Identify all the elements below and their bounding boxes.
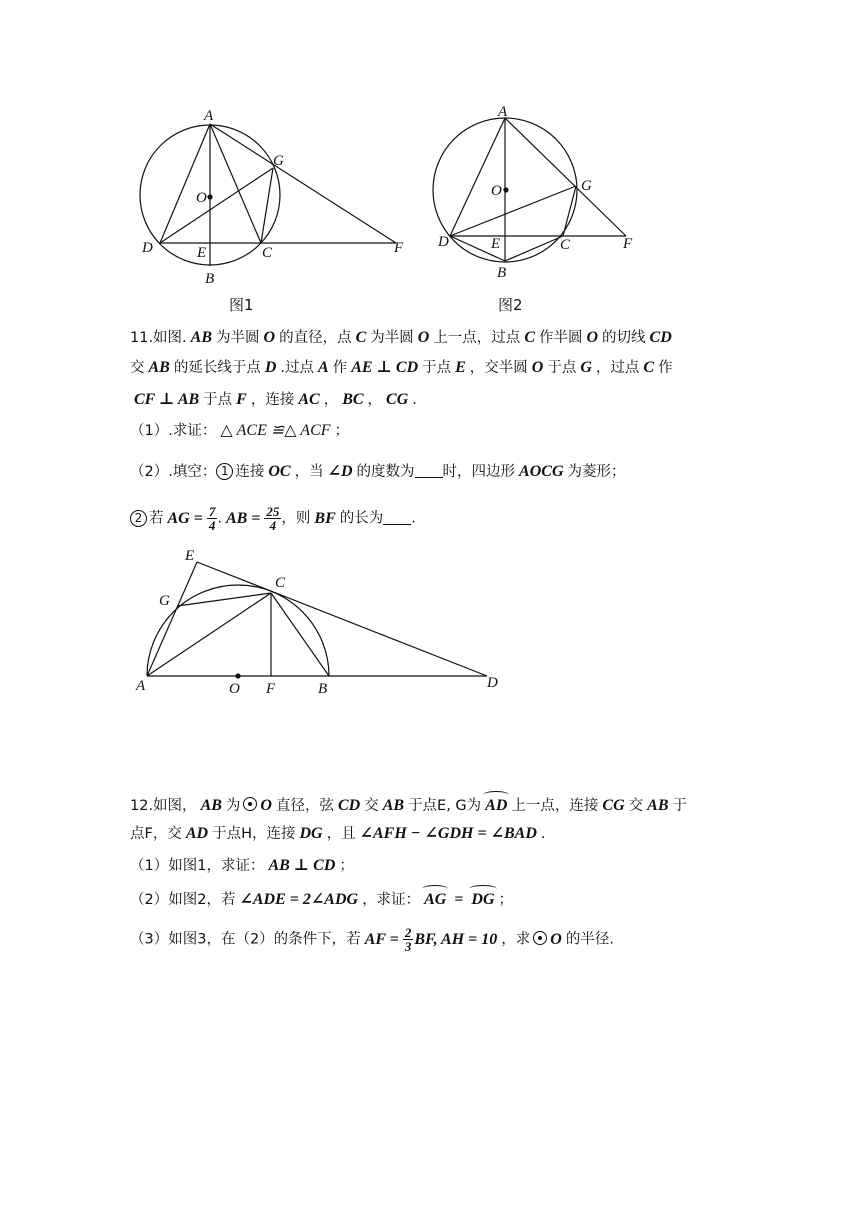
- circle-symbol-icon: [243, 797, 257, 811]
- arc-ag: AG: [420, 887, 450, 909]
- label-o: O: [491, 183, 502, 199]
- arc-dg: DG: [467, 887, 498, 909]
- figure-1-caption: 图1: [229, 296, 254, 314]
- figure-2: [430, 100, 650, 285]
- figure-1: [130, 105, 420, 295]
- label-c: C: [560, 237, 571, 253]
- label-c: C: [275, 575, 286, 591]
- fraction: $\frac{25}{4}$: [266, 504, 280, 533]
- label-d: D: [438, 234, 449, 250]
- answer-blank: [383, 510, 411, 525]
- label-f: F: [266, 681, 276, 697]
- label-b: B: [205, 271, 215, 287]
- circle-symbol-icon: [533, 931, 547, 945]
- q12-line-2: 点F，交 AD 于点H，连接 DG ，且 ∠AFH − ∠GDH = ∠BAD .: [130, 825, 546, 842]
- q12-part-2: （2）如图2，若 ∠ADE = 2∠ADG ，求证： AG = DG ；: [130, 887, 513, 909]
- q11-part-2: （2）.填空： 1 连接 OC ，当 ∠D 的度数为 时，四边形 AOCG 为菱形；: [130, 463, 626, 480]
- label-e: E: [185, 548, 195, 564]
- q12-part-1: （1）如图1，求证： AB ⊥ CD ；: [130, 857, 354, 874]
- semicircle-o: [147, 585, 329, 676]
- label-c: C: [262, 245, 273, 261]
- q11-line-1: 11.如图. AB 为半圆 O 的直径，点 C 为半圆 O 上一点，过点 C 作半圆 O 的切线 CD: [130, 329, 672, 346]
- label-g: G: [581, 178, 592, 194]
- label-e: E: [197, 245, 207, 261]
- figure-3: [125, 540, 515, 700]
- q11-line-2: 交 AB 的延长线于点 D .过点 A 作 AE ⊥ CD 于点 E ，交半圆 O 于点 G ，过点 C 作: [130, 359, 673, 376]
- label-a: A: [136, 678, 146, 694]
- q12-line-1: 12.如图， AB 为 O 直径，弦 CD 交 AB 于点E, G为 AD 上一点，连接 CG 交 AB 于: [130, 793, 687, 815]
- label-o: O: [196, 190, 207, 206]
- label-b: B: [318, 681, 328, 697]
- fraction: $\frac{7}{4}$: [208, 504, 216, 533]
- label-g: G: [273, 153, 284, 169]
- label-a: A: [498, 104, 508, 120]
- label-f: F: [623, 236, 633, 252]
- label-g: G: [159, 593, 170, 609]
- label-f: F: [394, 240, 404, 256]
- figure-2-caption: 图2: [498, 296, 523, 314]
- arc-ad: AD: [481, 793, 511, 815]
- label-d: D: [487, 675, 498, 691]
- label-a: A: [204, 108, 214, 124]
- q11-part-3: 2 若 AG = $\frac{7}{4}$ . AB = $\frac{25}{4}$ ，则 BF 的长为 .: [130, 505, 416, 532]
- q11-line-3: CF ⊥ AB 于点 F ，连接 AC ， BC ， CG .: [134, 391, 417, 408]
- label-e: E: [491, 236, 501, 252]
- label-b: B: [497, 265, 507, 281]
- label-o: O: [229, 681, 240, 697]
- q12-part-3: （3）如图3，在（2）的条件下，若 AF = $\frac{2}{3}$ BF, AH = 10 ，求 O 的半径.: [130, 925, 614, 954]
- label-d: D: [142, 240, 153, 256]
- answer-blank: [415, 463, 443, 478]
- fraction: $\frac{2}{3}$: [404, 925, 412, 954]
- q11-part-1: （1）.求证： △ ACE ≌△ ACF ；: [130, 422, 350, 439]
